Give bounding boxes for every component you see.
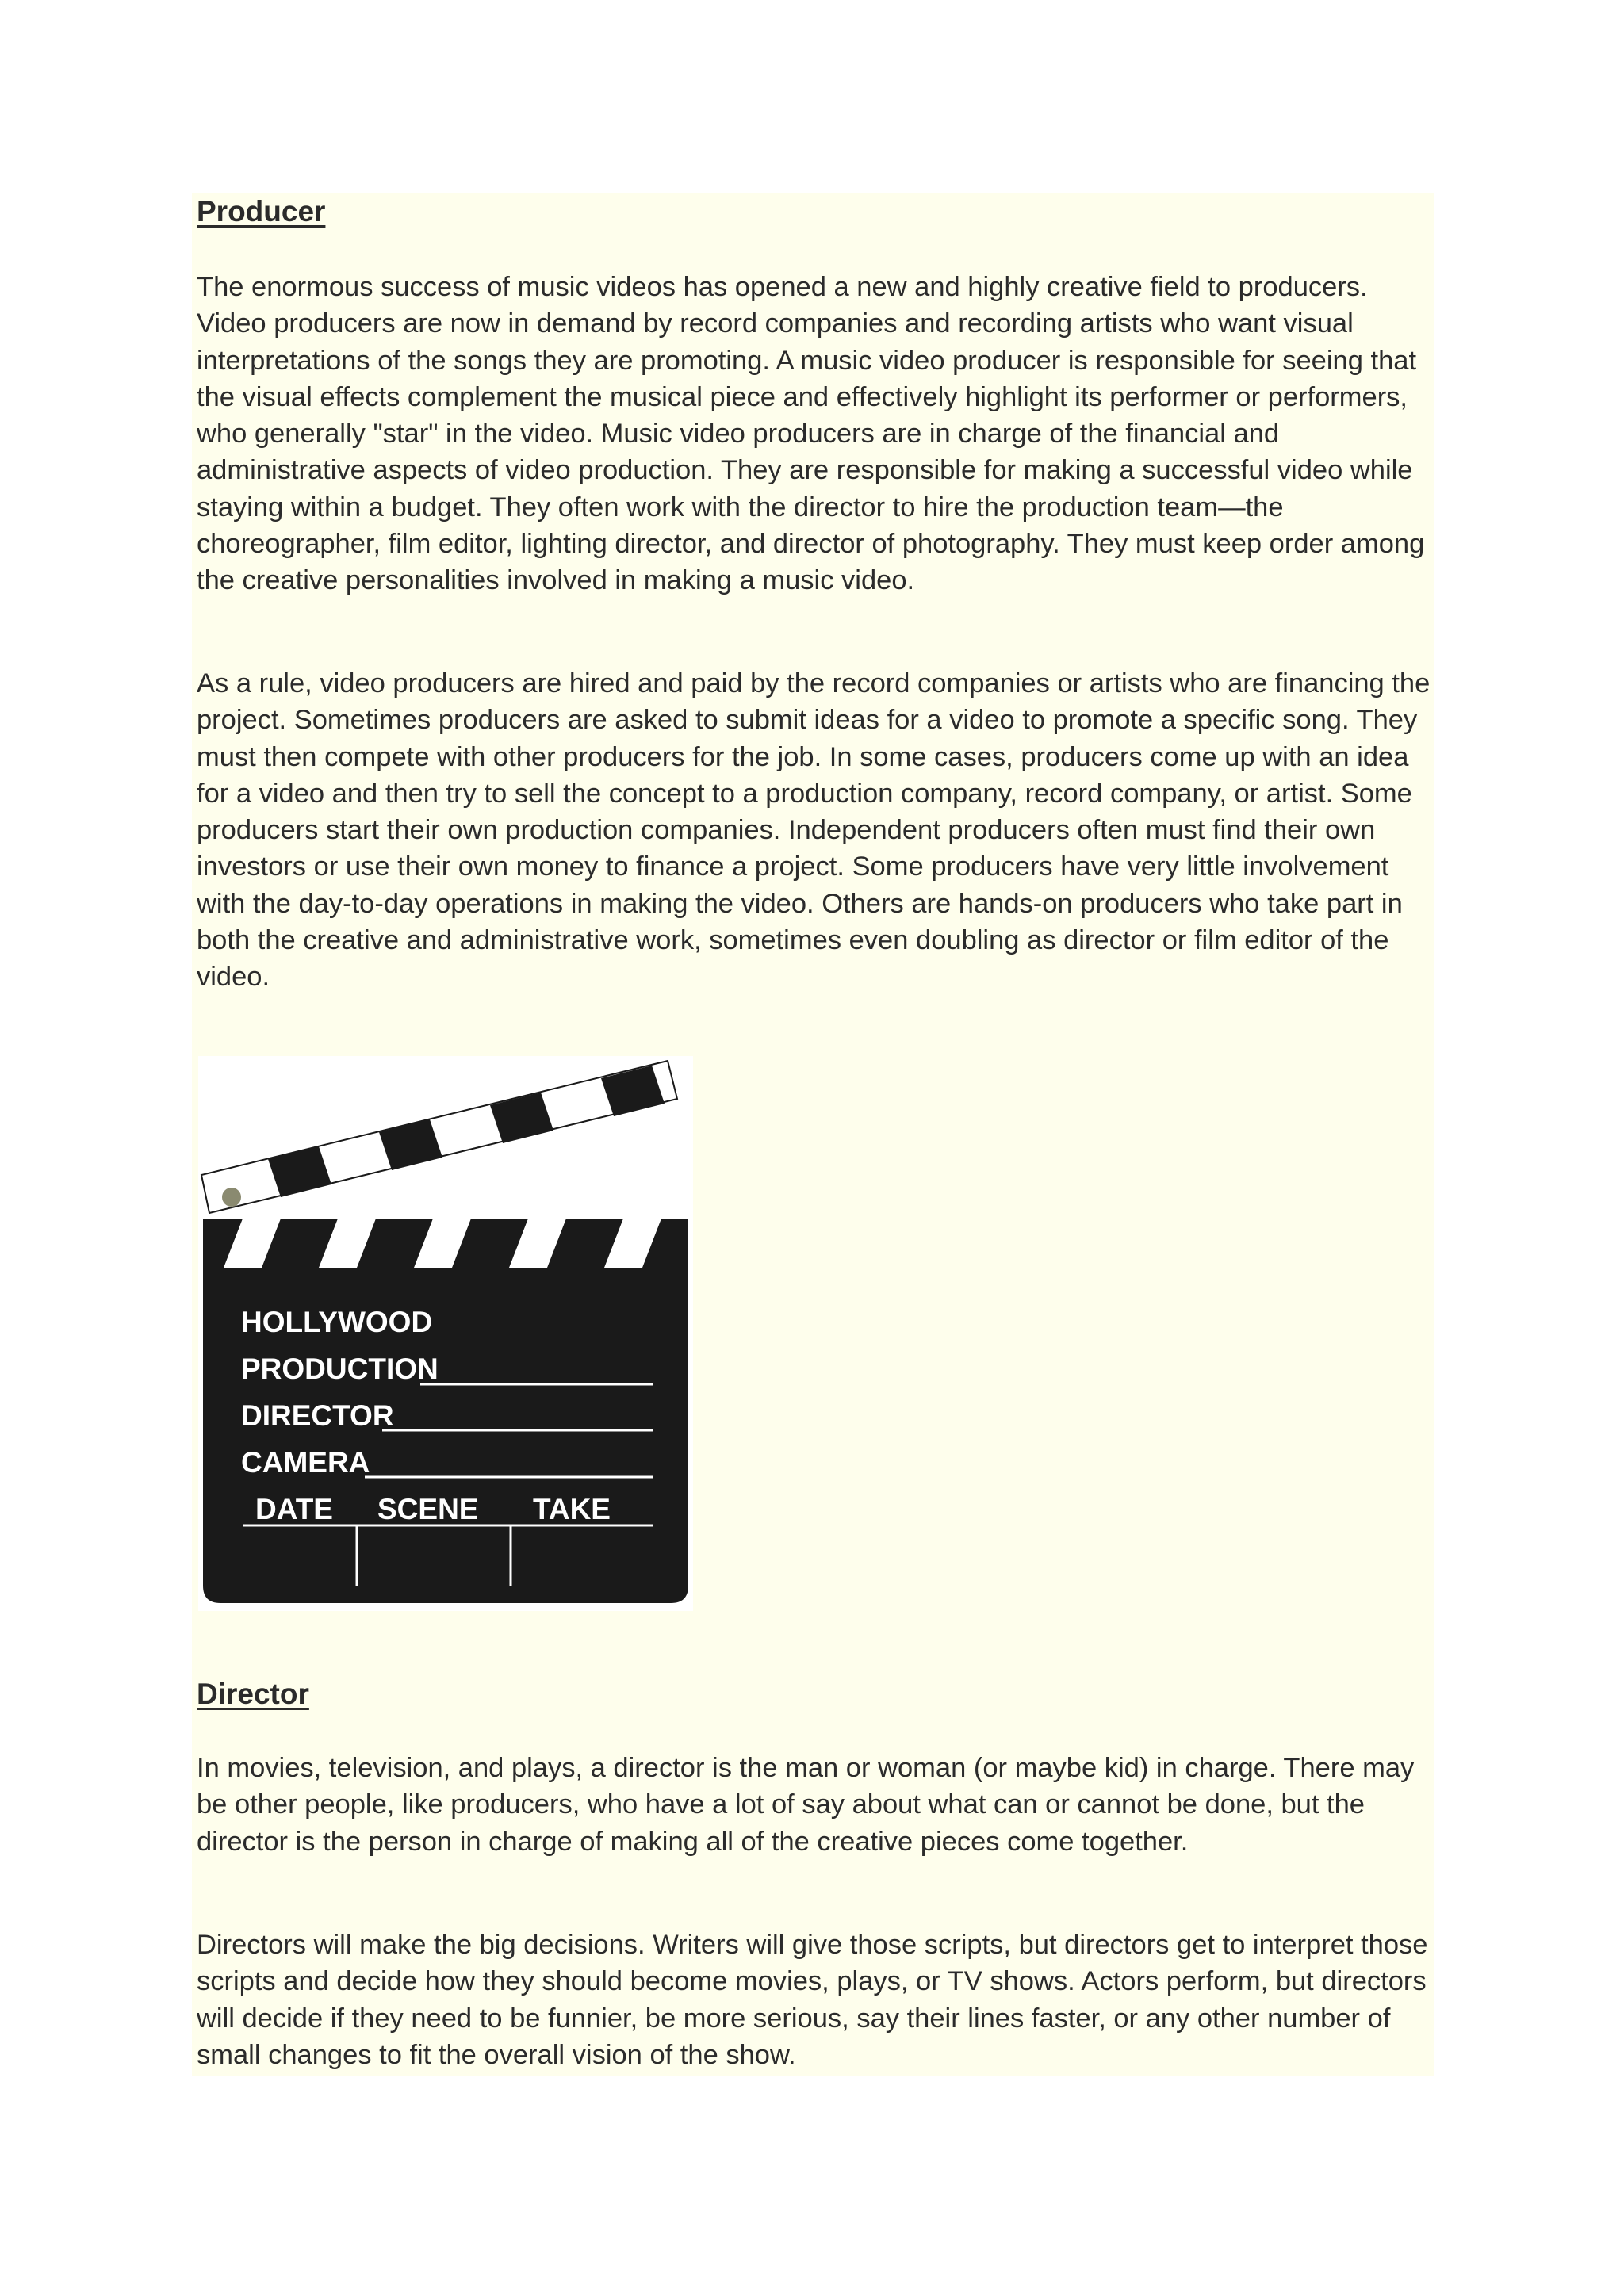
clapper-label-camera: CAMERA <box>241 1446 370 1479</box>
producer-heading: Producer <box>197 195 326 228</box>
clapper-label-date: DATE <box>255 1493 333 1525</box>
director-heading: Director <box>197 1678 309 1710</box>
director-paragraph-1: In movies, television, and plays, a director is the man or woman (or maybe kid) in charge. There may be other people, like producers, who have a lot of say about what can or cannot be done, but the director is the person in charge of making all of the creative pieces come together. <box>197 1753 1415 1857</box>
producer-paragraph-2: As a rule, video producers are hired and paid by the record companies or artists who are financing the project. Sometimes producers are asked to submit ideas for a video to promote a specific song. They must then compete with other producers for the job. In some cases, producers come up with an idea for a video and then try to sell the concept to a production company, record company, or artist. Some producers start their own production companies. Independent producers often must find their own investors or use their own money to finance a project. Some producers have very little involvement with the day-to-day operations in making the video. Others are hands-on producers who take part in both the creative and administrative work, sometimes even doubling as director or film editor of the video. <box>197 668 1431 993</box>
clapper-label-production: PRODUCTION <box>241 1353 439 1385</box>
producer-paragraph-1: The enormous success of music videos has opened a new and highly creative field to producers. Video producers are now in demand by record companies and recording artists who want visual interpretations of the songs they are promoting. A music video producer is responsible for seeing that the visual effects complement the musical piece and effectively highlight its performer or performers, who generally "star" in the video. Music video producers are in charge of the financial and administrative aspects of video production. They are responsible for making a successful video while staying within a budget. They often work with the director to hire the production team—the choreographer, film editor, lighting director, and director of photography. They must keep order among the creative personalities involved in making a music video. <box>197 272 1425 596</box>
clapper-label-hollywood: HOLLYWOOD <box>241 1306 433 1338</box>
clapperboard-image <box>198 1056 693 1611</box>
clapper-label-take: TAKE <box>533 1493 611 1525</box>
clapper-label-scene: SCENE <box>377 1493 479 1525</box>
clapper-label-director: DIRECTOR <box>241 1399 394 1432</box>
clapperboard-icon <box>198 1056 693 1611</box>
content-area <box>192 193 1434 2076</box>
director-paragraph-2: Directors will make the big decisions. Writers will give those scripts, but directors get to interpret those scripts and decide how they should become movies, plays, or TV shows. Actors perform, but directors will decide if they need to be funnier, be more serious, say their lines faster, or any other number of small changes to fit the overall vision of the show. <box>197 1930 1428 2070</box>
